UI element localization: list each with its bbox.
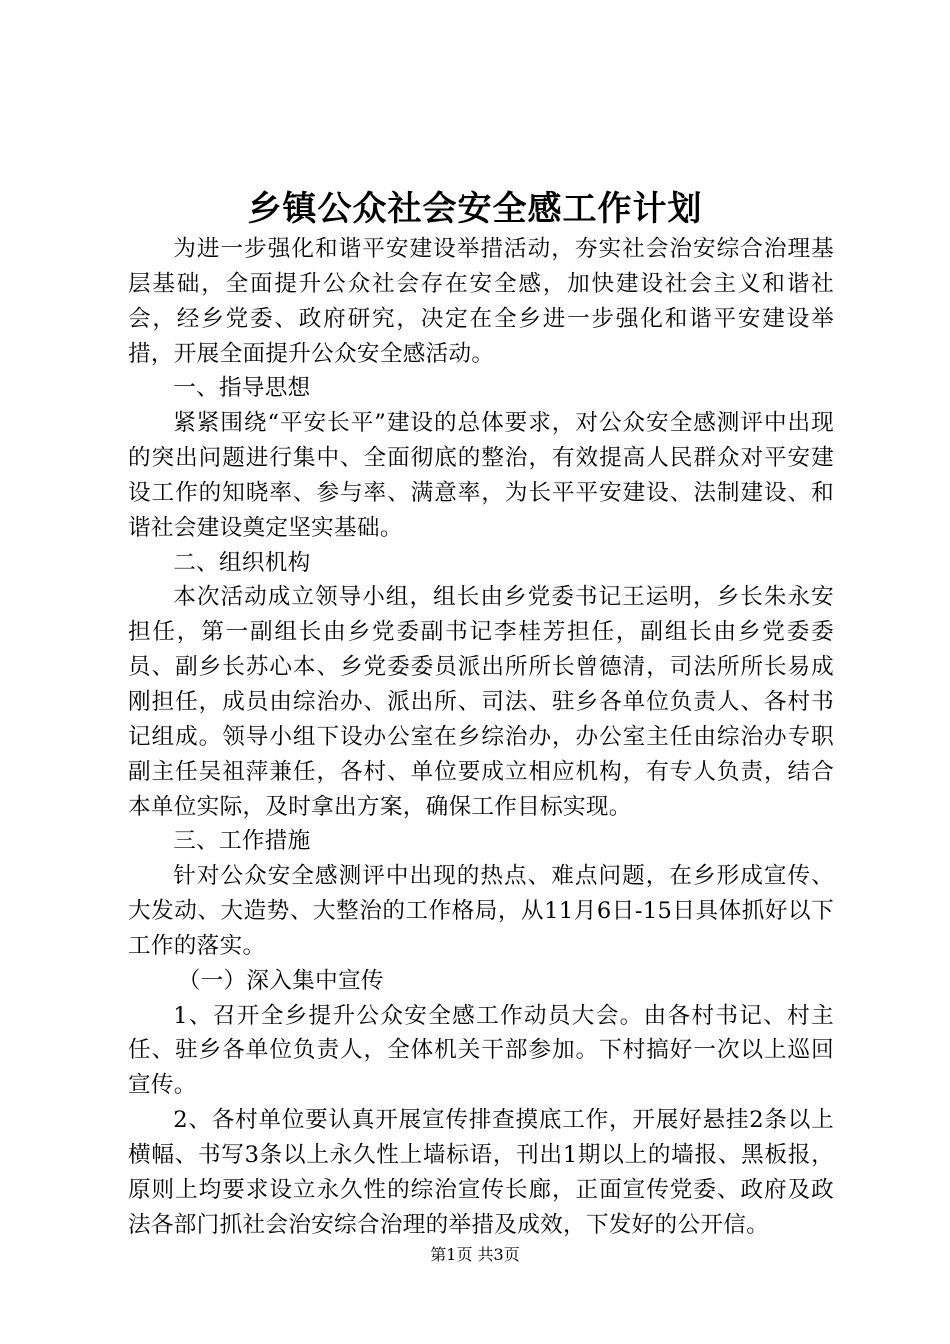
document-title: 乡镇公众社会安全感工作计划 <box>247 189 703 229</box>
page-number-footer: 第1页 共3页 <box>430 1245 520 1264</box>
organization-paragraph: 本次活动成立领导小组，组长由乡党委书记王运明，乡长朱永安担任，第一副组长由乡党委副书记李桂芳担任，副组长由乡党委委员、副乡长苏心本、乡党委委员派出所所长曾德清，司法所所长易成刚担任，成员由综治办、派出所、司法、驻乡各单位负责人、各村书记组成。领导小组下设办公室在乡综治办，办公室主任由综治办专职副主任吴祖萍兼任，各村、单位要成立相应机构，有专人负责，结合本单位实际，及时拿出方案，确保工作目标实现。 <box>128 584 834 820</box>
subsection-heading-publicity: （一）深入集中宣传 <box>177 967 384 994</box>
guiding-ideology-paragraph: 紧紧围绕“平安长平”建设的总体要求，对公众安全感测评中出现的突出问题进行集中、全面彻底的整治，有效提高人民群众对平安建设工作的知晓率、参与率、满意率，为长平平安建设、法制建设、和谐社会建设奠定坚实基础。 <box>128 410 834 541</box>
section-heading-work-measures: 三、工作措施 <box>173 828 311 855</box>
intro-paragraph: 为进一步强化和谐平安建设举措活动，夯实社会治安综合治理基层基础，全面提升公众社会存在安全感，加快建设社会主义和谐社会，经乡党委、政府研究，决定在全乡进一步强化和谐平安建设举措，开展全面提升公众安全感活动。 <box>128 236 834 367</box>
section-heading-organization: 二、组织机构 <box>173 549 311 576</box>
publicity-item-1: 1、召开全乡提升公众安全感工作动员大会。由各村书记、村主任、驻乡各单位负责人，全体机关干部参加。下村搞好一次以上巡回宣传。 <box>128 1002 834 1099</box>
section-heading-guiding-ideology: 一、指导思想 <box>173 375 311 402</box>
work-measures-paragraph: 针对公众安全感测评中出现的热点、难点问题，在乡形成宣传、大发动、大造势、大整治的工作格局，从11月6日-15日具体抓好以下工作的落实。 <box>128 863 834 959</box>
document-body <box>128 232 834 1242</box>
publicity-item-2: 2、各村单位要认真开展宣传排查摸底工作，开展好悬挂2条以上横幅、书写3条以上永久性上墙标语，刊出1期以上的墙报、黑板报，原则上均要求设立永久性的综治宣传长廊，正面宣传党委、政府及政法各部门抓社会治安综合治理的举措及成效，下发好的公开信。 <box>128 1107 834 1238</box>
